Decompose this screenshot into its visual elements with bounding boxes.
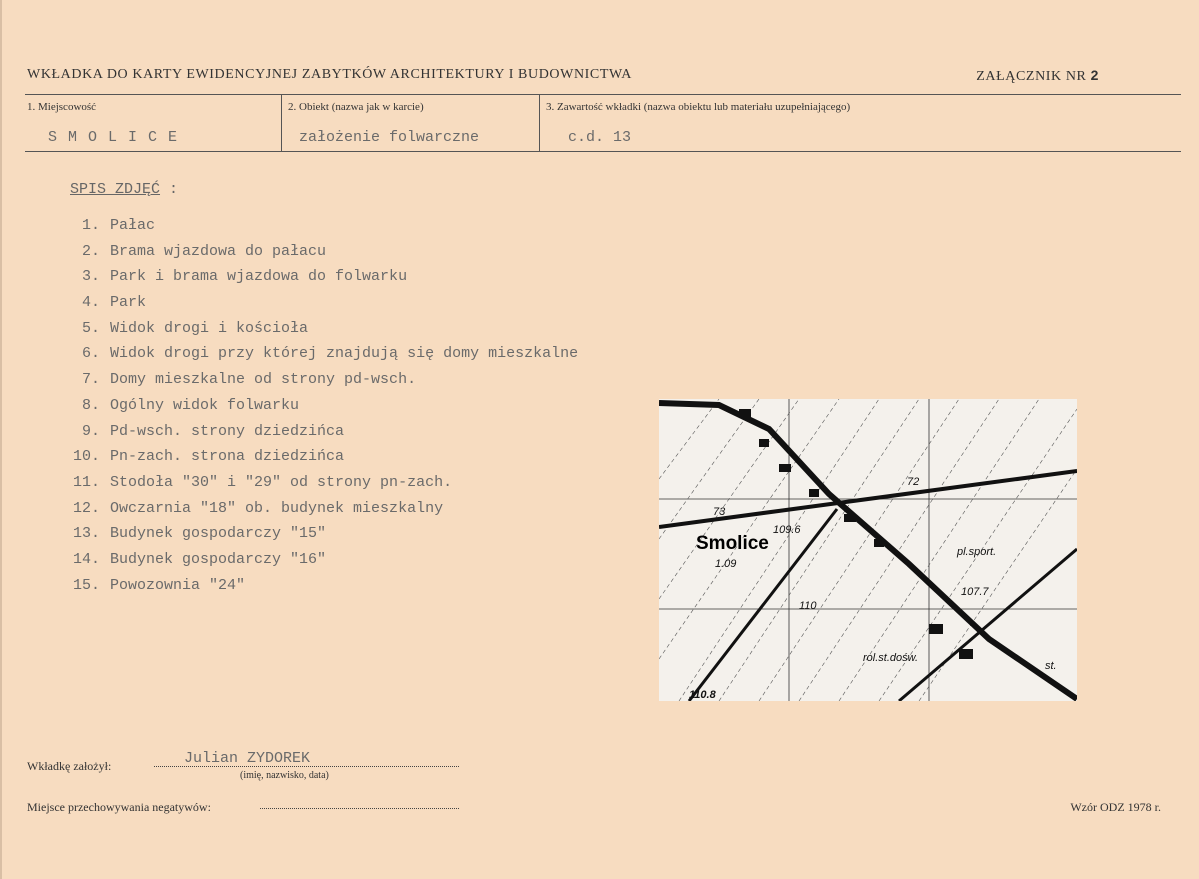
card-header-title: WKŁADKA DO KARTY EWIDENCYJNEJ ZABYTKÓW ARCHITEKTURY I BUDOWNICTWA bbox=[27, 67, 632, 82]
list-item-number: 11. bbox=[72, 473, 100, 491]
list-item-text: Park bbox=[110, 294, 147, 312]
list-item bbox=[60, 393, 578, 419]
map-label: 73 bbox=[713, 506, 726, 518]
list-item bbox=[60, 547, 578, 573]
map-label: 109.6 bbox=[773, 524, 801, 536]
creator-label: Wkładkę założył: bbox=[27, 759, 112, 773]
header-rule bbox=[25, 94, 1181, 95]
fields-bottom-rule bbox=[25, 151, 1181, 152]
list-item-number: 13. bbox=[72, 525, 100, 543]
photo-list-title-colon: : bbox=[160, 181, 179, 198]
list-item-number: 7. bbox=[81, 371, 100, 389]
creator-hint: (imię, nazwisko, data) bbox=[240, 770, 329, 781]
list-item-text: Budynek gospodarczy "15" bbox=[110, 525, 327, 543]
list-item bbox=[60, 341, 578, 367]
map-place-name: Smolice bbox=[696, 533, 769, 554]
list-item bbox=[60, 264, 578, 290]
list-item-text: Stodoła "30" i "29" od strony pn-zach. bbox=[110, 473, 453, 491]
map-label: st. bbox=[1045, 660, 1057, 672]
list-item-number: 14. bbox=[72, 550, 100, 568]
list-item bbox=[60, 213, 578, 239]
contents-value: c.d. 13 bbox=[568, 129, 632, 146]
list-item bbox=[60, 239, 578, 265]
negatives-line bbox=[260, 808, 459, 809]
list-item bbox=[60, 470, 578, 496]
annex-number-value: 2 bbox=[1090, 67, 1099, 83]
form-version: Wzór ODZ 1978 r. bbox=[1070, 800, 1161, 814]
list-item-text: Brama wjazdowa do pałacu bbox=[110, 242, 327, 260]
map-label: 72 bbox=[907, 476, 920, 488]
list-item bbox=[60, 316, 578, 342]
field-divider-2 bbox=[539, 94, 540, 151]
map-drawing bbox=[659, 399, 1077, 701]
list-item bbox=[60, 521, 578, 547]
contents-label: 3. Zawartość wkładki (nazwa obiektu lub materiału uzupełniającego) bbox=[546, 101, 851, 113]
list-item-text: Ogólny widok folwarku bbox=[110, 396, 300, 414]
list-item-number: 10. bbox=[72, 448, 100, 466]
map-label: rol.st.dośw. bbox=[863, 652, 919, 664]
list-item bbox=[60, 367, 578, 393]
list-item bbox=[60, 444, 578, 470]
list-item-number: 4. bbox=[81, 294, 100, 312]
map-label: 110 bbox=[799, 600, 817, 612]
object-value: założenie folwarczne bbox=[299, 129, 480, 146]
list-item-number: 3. bbox=[81, 268, 100, 286]
list-item-text: Widok drogi przy której znajdują się domy mieszkalne bbox=[110, 345, 579, 363]
list-item bbox=[60, 496, 578, 522]
list-item-number: 5. bbox=[81, 319, 100, 337]
photo-list-title bbox=[70, 181, 178, 198]
map-excerpt bbox=[659, 399, 1077, 701]
map-label: 107.7 bbox=[961, 586, 989, 598]
list-item-number: 9. bbox=[81, 422, 100, 440]
list-item-text: Owczarnia "18" ob. budynek mieszkalny bbox=[110, 499, 444, 517]
list-item-text: Pałac bbox=[110, 217, 156, 234]
list-item-number: 15. bbox=[72, 576, 100, 594]
map-label: pl.sport. bbox=[957, 546, 997, 558]
locality-label: 1. Miejscowość bbox=[27, 101, 97, 113]
list-item-number: 8. bbox=[81, 396, 100, 414]
list-item-number: 1. bbox=[81, 217, 100, 234]
list-item bbox=[60, 573, 578, 599]
list-item-text: Powozownia "24" bbox=[110, 576, 246, 594]
list-item-text: Domy mieszkalne od strony pd-wsch. bbox=[110, 371, 417, 389]
map-label: 1.09 bbox=[715, 558, 737, 570]
list-item-text: Pn-zach. strona dziedzińca bbox=[110, 448, 345, 466]
field-divider-1 bbox=[281, 94, 282, 151]
creator-value: Julian ZYDOREK bbox=[184, 750, 311, 767]
photo-list bbox=[60, 213, 578, 598]
list-item-text: Pd-wsch. strony dziedzińca bbox=[110, 422, 345, 440]
photo-list-title-text: SPIS ZDJĘĆ bbox=[70, 181, 161, 198]
list-item-number: 2. bbox=[81, 242, 100, 260]
list-item-text: Budynek gospodarczy "16" bbox=[110, 550, 327, 568]
negatives-label: Miejsce przechowywania negatywów: bbox=[27, 800, 211, 814]
locality-value: SMOLICE bbox=[48, 129, 189, 146]
list-item-text: Widok drogi i kościoła bbox=[110, 319, 309, 337]
object-label: 2. Obiekt (nazwa jak w karcie) bbox=[288, 101, 424, 113]
annex-number bbox=[976, 67, 1099, 85]
list-item bbox=[60, 290, 578, 316]
map-label: 110.8 bbox=[689, 689, 716, 701]
list-item-number: 12. bbox=[72, 499, 100, 517]
list-item-text: Park i brama wjazdowa do folwarku bbox=[110, 268, 408, 286]
list-item bbox=[60, 419, 578, 445]
annex-label: ZAŁĄCZNIK NR bbox=[976, 69, 1087, 84]
list-item-number: 6. bbox=[81, 345, 100, 363]
